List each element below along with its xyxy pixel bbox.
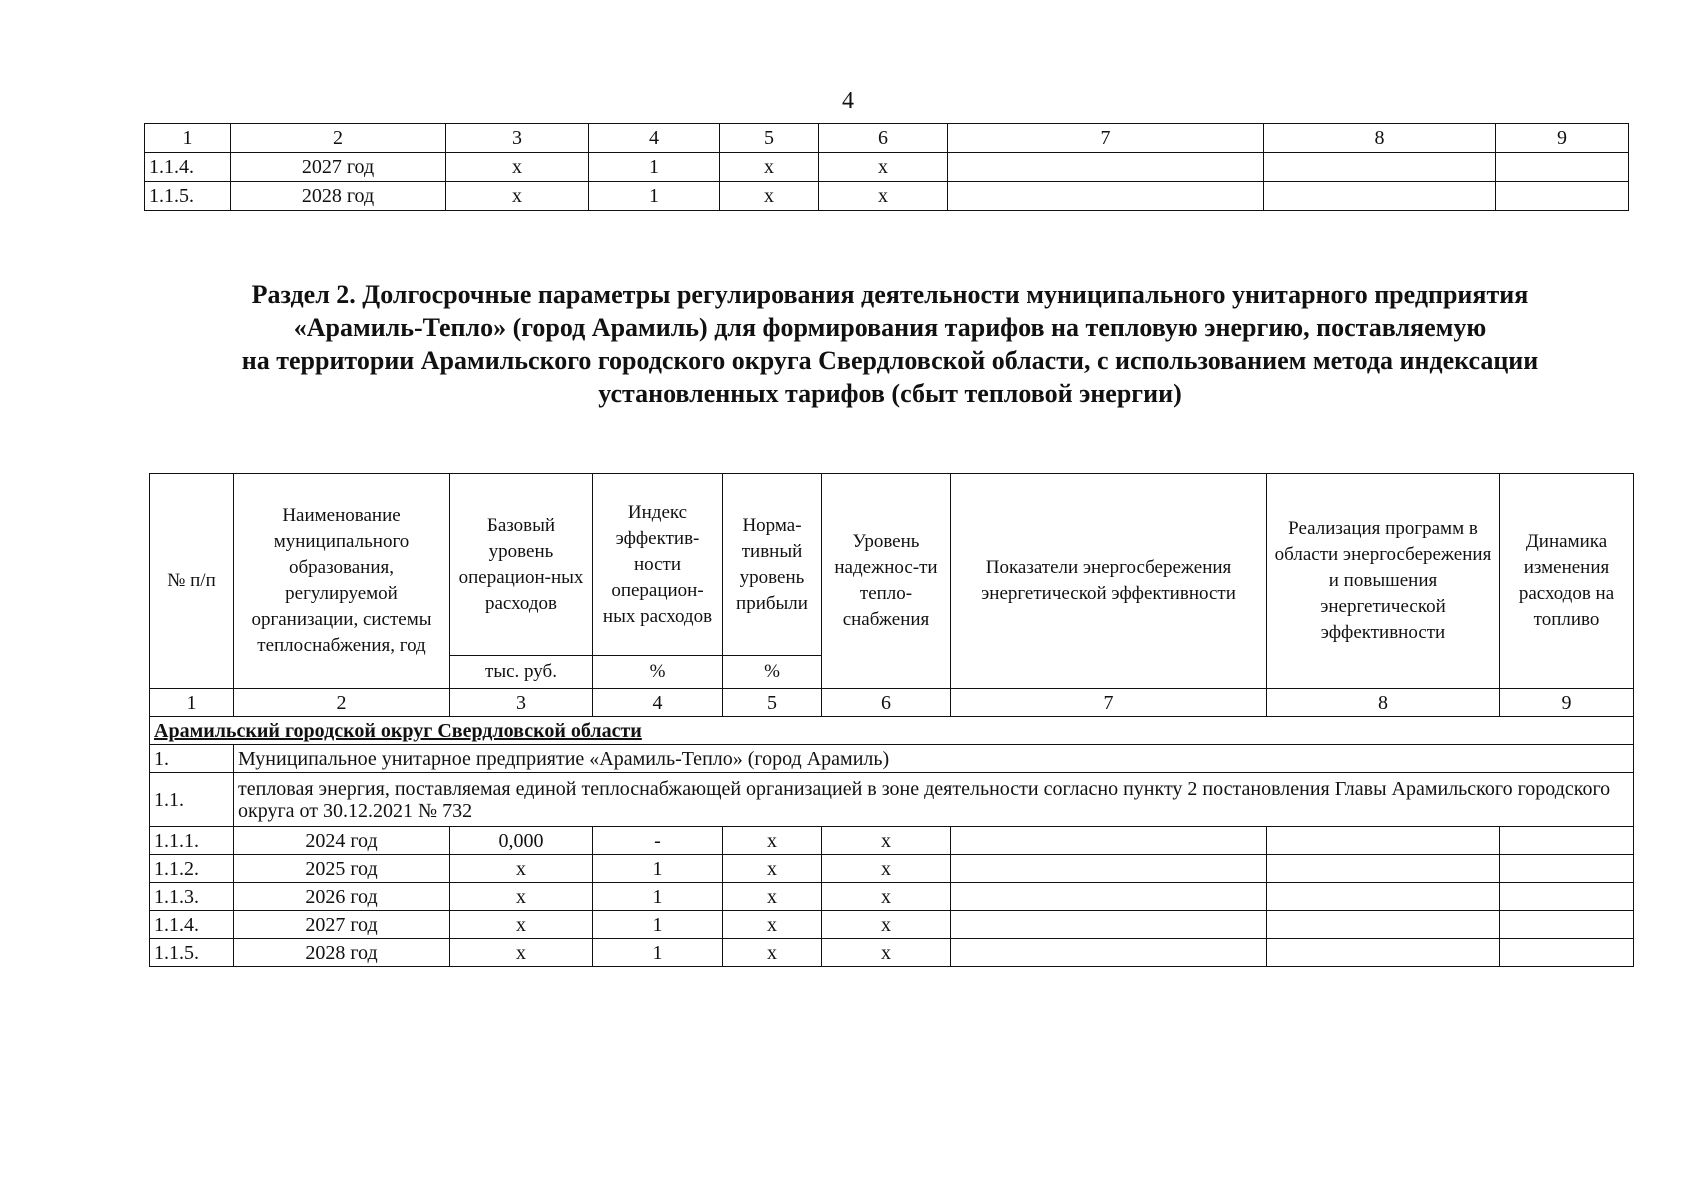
table-cell: x (723, 911, 822, 939)
table-cell: 1 (589, 153, 720, 182)
section-title-line: Раздел 2. Долгосрочные параметры регулирования деятельности муниципального унитарного предприятия (251, 280, 1529, 309)
header-efficiency-index: Индекс эффектив-ности операцион-ных расходов (593, 474, 723, 656)
table-cell (1500, 827, 1634, 855)
table-row (150, 827, 1634, 855)
table-cell: 6 (822, 689, 951, 717)
table-cell: 1.1.4. (150, 911, 234, 939)
table-cell: x (819, 182, 948, 211)
header-reliability: Уровень надежнос-ти тепло-снабжения (822, 474, 951, 689)
table-cell: 1.1.1. (150, 827, 234, 855)
table-cell (951, 827, 1267, 855)
table-cell: 7 (951, 689, 1267, 717)
table-cell: 1 (589, 182, 720, 211)
unit-percent: % (593, 656, 723, 689)
table-cell: x (822, 939, 951, 967)
table-cell: 1.1.2. (150, 855, 234, 883)
table-cell: x (446, 182, 589, 211)
table-cell: 1 (593, 939, 723, 967)
header-base-opex: Базовый уровень операцион-ных расходов (450, 474, 593, 656)
table-cell (1500, 911, 1634, 939)
unit-thousand-rub: тыс. руб. (450, 656, 593, 689)
table-cell: 8 (1264, 124, 1496, 153)
table-cell (948, 182, 1264, 211)
table-cell: 6 (819, 124, 948, 153)
table-cell: 0,000 (450, 827, 593, 855)
table-cell: x (723, 883, 822, 911)
header-energy-saving: Показатели энергосбережения энергетической эффективности (951, 474, 1267, 689)
table-cell (1267, 883, 1500, 911)
table-cell: 1.1.4. (145, 153, 231, 182)
section-title-line: на территории Арамильского городского округа Свердловской области, с использованием метода индексации (241, 346, 1539, 375)
header-num: № п/п (150, 474, 234, 689)
org-name: Муниципальное унитарное предприятие «Арамиль-Тепло» (город Арамиль) (234, 745, 1634, 773)
table-cell: 7 (948, 124, 1264, 153)
table-cell: x (723, 855, 822, 883)
table-cell: x (822, 827, 951, 855)
subsection-number: 1.1. (150, 773, 234, 827)
table-cell (1267, 911, 1500, 939)
subsection-text: тепловая энергия, поставляемая единой теплоснабжающей организацией в зоне деятельности согласно пункту 2 постановления Главы Арамильского городского округа от 30.12.2021 № 732 (234, 773, 1634, 827)
table-cell: x (450, 883, 593, 911)
table-cell: 1.1.5. (150, 939, 234, 967)
section-title-line: «Арамиль-Тепло» (город Арамиль) для формирования тарифов на тепловую энергию, поставляемую (293, 313, 1487, 342)
table-cell (1500, 855, 1634, 883)
table-cell: 1 (593, 855, 723, 883)
table-cell: 3 (446, 124, 589, 153)
section-title (120, 278, 1660, 410)
table-row (150, 911, 1634, 939)
table-cell: 2 (234, 689, 450, 717)
region-name: Арамильский городской округ Свердловской области (150, 717, 1634, 745)
column-numbers-row (145, 124, 1629, 153)
table-cell (951, 939, 1267, 967)
table-cell: 3 (450, 689, 593, 717)
table-row (145, 153, 1629, 182)
table-cell: x (720, 153, 819, 182)
table-cell: x (723, 939, 822, 967)
table-cell (948, 153, 1264, 182)
parameters-table (149, 473, 1634, 967)
table-cell (1496, 182, 1629, 211)
table-cell: 5 (723, 689, 822, 717)
table-cell: 2028 год (231, 182, 446, 211)
table-cell (951, 911, 1267, 939)
table-cell: 2027 год (231, 153, 446, 182)
table-cell (1264, 182, 1496, 211)
table-cell (1496, 153, 1629, 182)
org-row (150, 745, 1634, 773)
org-number: 1. (150, 745, 234, 773)
subsection-row (150, 773, 1634, 827)
table-cell: x (446, 153, 589, 182)
table-cell: 1 (145, 124, 231, 153)
table-cell: 1 (593, 883, 723, 911)
table-cell: 2 (231, 124, 446, 153)
table-row (150, 939, 1634, 967)
table-cell: 2025 год (234, 855, 450, 883)
header-fuel-dynamics: Динамика изменения расходов на топливо (1500, 474, 1634, 689)
header-name: Наименование муниципального образования, регулируемой организации, системы теплоснабжения, год (234, 474, 450, 689)
table-row (145, 182, 1629, 211)
header-normative-profit: Норма-тивный уровень прибыли (723, 474, 822, 656)
table-cell (1500, 939, 1634, 967)
section-title-line: установленных тарифов (сбыт тепловой энергии) (598, 379, 1182, 408)
column-numbers-row (150, 689, 1634, 717)
table-cell: x (450, 855, 593, 883)
table-cell (1267, 855, 1500, 883)
table-cell (1264, 153, 1496, 182)
table-cell: 9 (1496, 124, 1629, 153)
table-cell: x (819, 153, 948, 182)
header-programs: Реализация программ в области энергосбережения и повышения энергетической эффективности (1267, 474, 1500, 689)
table-cell (1267, 827, 1500, 855)
table-cell (1500, 883, 1634, 911)
table-row (150, 855, 1634, 883)
region-row (150, 717, 1634, 745)
table-cell: 9 (1500, 689, 1634, 717)
table-cell: - (593, 827, 723, 855)
table-row (150, 883, 1634, 911)
table-cell: 1.1.3. (150, 883, 234, 911)
unit-percent: % (723, 656, 822, 689)
table-cell: x (450, 911, 593, 939)
table-cell: x (450, 939, 593, 967)
table-cell: x (723, 827, 822, 855)
table-cell (951, 855, 1267, 883)
table-cell: 5 (720, 124, 819, 153)
continuation-table (144, 123, 1629, 211)
table-cell: 8 (1267, 689, 1500, 717)
table-cell (951, 883, 1267, 911)
table-cell: 1 (593, 911, 723, 939)
table-cell: x (720, 182, 819, 211)
table-cell: 2026 год (234, 883, 450, 911)
table-cell: 2024 год (234, 827, 450, 855)
table-cell: 1.1.5. (145, 182, 231, 211)
table-cell: 4 (589, 124, 720, 153)
table-cell: 2028 год (234, 939, 450, 967)
table-cell (1267, 939, 1500, 967)
table-cell: x (822, 883, 951, 911)
page-number: 4 (842, 88, 854, 114)
table-cell: 1 (150, 689, 234, 717)
table-cell: x (822, 855, 951, 883)
table-cell: 4 (593, 689, 723, 717)
table-cell: 2027 год (234, 911, 450, 939)
table-cell: x (822, 911, 951, 939)
